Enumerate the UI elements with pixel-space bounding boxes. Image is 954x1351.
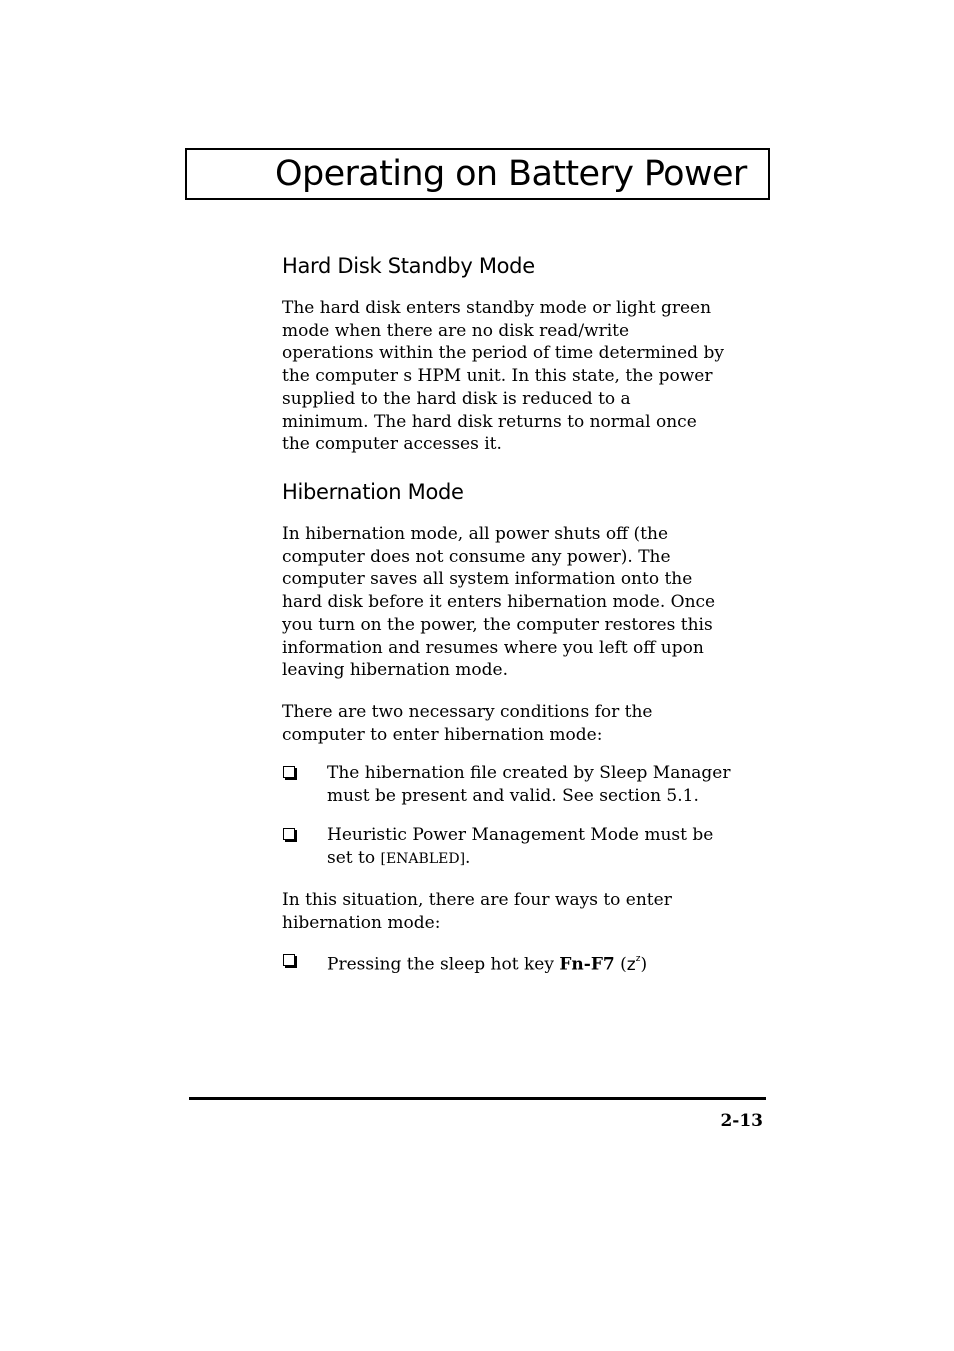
text-line: operations within the period of time determined by: [282, 343, 724, 364]
text-line: you turn on the power, the computer restores this: [282, 614, 713, 635]
sleep-zz-icon: [627, 955, 641, 975]
text-line: mode when there are no disk read/write: [282, 320, 630, 341]
text-line: must be present and valid. See section 5.1.: [327, 785, 699, 806]
text-line: The hibernation file created by Sleep Manager: [327, 763, 731, 783]
setting-value: [ENABLED]: [380, 850, 466, 867]
page-number: 2-13: [720, 1111, 763, 1131]
text-fragment: ): [640, 954, 648, 975]
hard-disk-standby-paragraph: [282, 297, 762, 456]
text-line: [327, 847, 767, 871]
checkbox-bullet-icon: [283, 954, 295, 966]
checkbox-bullet-icon: [283, 766, 295, 778]
checkbox-bullet-icon: [283, 828, 295, 840]
hotkey-label: Fn-F7: [559, 954, 615, 975]
text-line: In this situation, there are four ways to enter: [282, 890, 672, 910]
text-line: The hard disk enters standby mode or light green: [282, 298, 712, 318]
text-line: the computer accesses it.: [282, 434, 502, 455]
text-line: Heuristic Power Management Mode must be: [327, 825, 714, 845]
ways-intro: [282, 889, 762, 934]
conditions-intro: [282, 701, 762, 746]
text-fragment: set to: [327, 847, 381, 868]
text-line: There are two necessary conditions for the: [282, 702, 653, 722]
text-fragment: .: [465, 847, 471, 868]
hibernation-paragraph: [282, 523, 762, 682]
text-line: hard disk before it enters hibernation mode. Once: [282, 592, 716, 613]
way-item: [327, 950, 767, 976]
page-title: Operating on Battery Power: [275, 154, 747, 194]
text-line: computer does not consume any power). The: [282, 546, 671, 567]
text-line: leaving hibernation mode.: [282, 660, 509, 681]
section-heading-hard-disk-standby: Hard Disk Standby Mode: [282, 254, 535, 278]
text-line: computer to enter hibernation mode:: [282, 724, 603, 745]
text-line: supplied to the hard disk is reduced to a: [282, 388, 631, 409]
text-line: information and resumes where you left off upon: [282, 637, 704, 658]
text-line: In hibernation mode, all power shuts off (the: [282, 524, 669, 544]
icon-glyph: z: [626, 954, 636, 975]
text-line: minimum. The hard disk returns to normal once: [282, 411, 697, 432]
condition-item: [327, 762, 767, 807]
condition-item: [327, 824, 767, 870]
footer-rule: [189, 1097, 766, 1100]
icon-glyph-sup: z: [635, 954, 641, 964]
section-heading-hibernation: Hibernation Mode: [282, 480, 464, 504]
text-fragment: Pressing the sleep hot key: [327, 954, 560, 975]
text-line: hibernation mode:: [282, 912, 441, 933]
text-line: computer saves all system information onto the: [282, 569, 693, 590]
text-fragment: (: [614, 954, 627, 975]
text-line: [327, 950, 767, 976]
text-line: the computer s HPM unit. In this state, the power: [282, 366, 713, 387]
